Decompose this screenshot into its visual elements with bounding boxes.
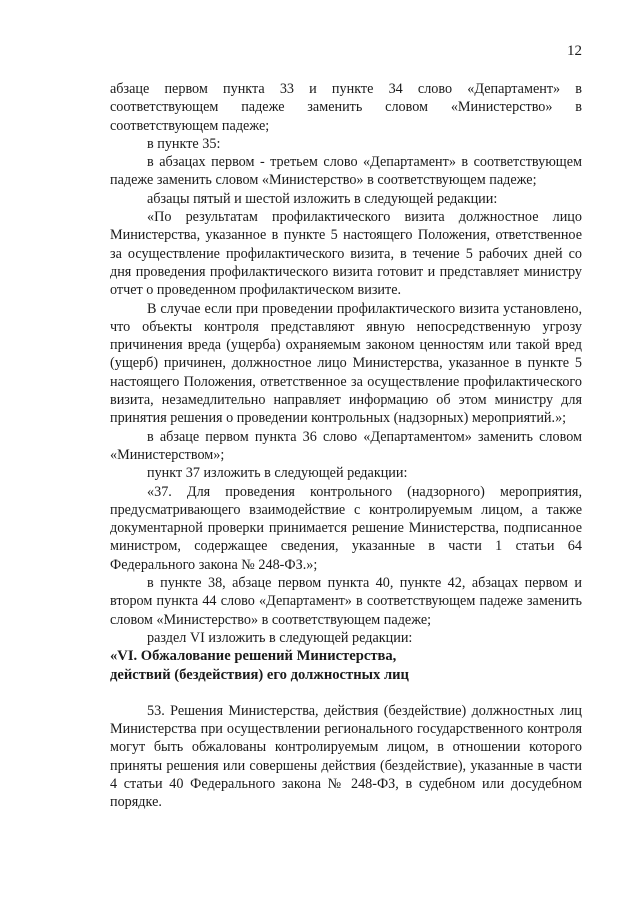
paragraph: в абзацах первом - третьем слово «Департамент» в соответствующем падеже заменить словом «Министерство» в соответствующем падеже; [110,154,582,189]
paragraph: абзаце первом пункта 33 и пункте 34 слово «Департамент» в соответствующем падеже заменить словом «Министерство» в соответствующем падеже; [110,81,582,134]
paragraph: «37. Для проведения контрольного (надзорного) мероприятия, предусматривающего взаимодействие с контролируемым лицом, а также документарной проверки принимается решение Министерства, подписанное министром, содержащее сведения, указанные в части 1 статьи 64 Федерального закона № 248-ФЗ.»; [110,483,582,573]
paragraph: в пункте 35: [147,135,221,152]
paragraph: абзацы пятый и шестой изложить в следующей редакции: [147,190,498,207]
page-number: 12 [567,43,582,59]
section-heading-line-1: «VI. Обжалование решений Министерства, [110,648,397,665]
paragraph: в абзаце первом пункта 36 слово «Департаментом» заменить словом «Министерством»; [110,428,582,463]
document-body [110,80,582,812]
paragraph: 53. Решения Министерства, действия (бездействие) должностных лиц Министерства при осуществлении регионального государственного контроля могут быть обжалованы контролируемым лицом, в отношении которого приняты решения или совершены действия (бездействие), указанные в части 4 статьи 40 Федерального закона № 248-ФЗ, в судебном или досудебном порядке. [110,702,582,811]
paragraph: В случае если при проведении профилактического визита установлено, что объекты контроля представляют явную непосредственную угрозу причинения вреда (ущерба) охраняемым законом ценностям или такой вред (ущерб) причинен, должностное лицо Министерства, указанное в пункте 5 настоящего Положения, ответственное за осуществление профилактического визита, незамедлительно направляет информацию об этом министру для принятия решения о проведении контрольных (надзорных) мероприятий.»; [110,300,582,427]
section-heading-line-2: действий (бездействия) его должностных лиц [110,666,409,683]
paragraph: пункт 37 изложить в следующей редакции: [147,465,408,482]
paragraph: раздел VI изложить в следующей редакции: [147,629,413,646]
paragraph: «По результатам профилактического визита должностное лицо Министерства, указанное в пункте 5 настоящего Положения, ответственное за осуществление профилактического визита, в течение 5 рабочих дней со дня проведения профилактического визита готовит и представляет министру отчет о проведенном профилактическом визите. [110,209,582,299]
spacer [110,684,582,702]
paragraph: в пункте 38, абзаце первом пункта 40, пункте 42, абзацах первом и втором пункта 44 слово «Департамент» в соответствующем падеже заменить словом «Министерство» в соответствующем падеже; [110,575,582,628]
